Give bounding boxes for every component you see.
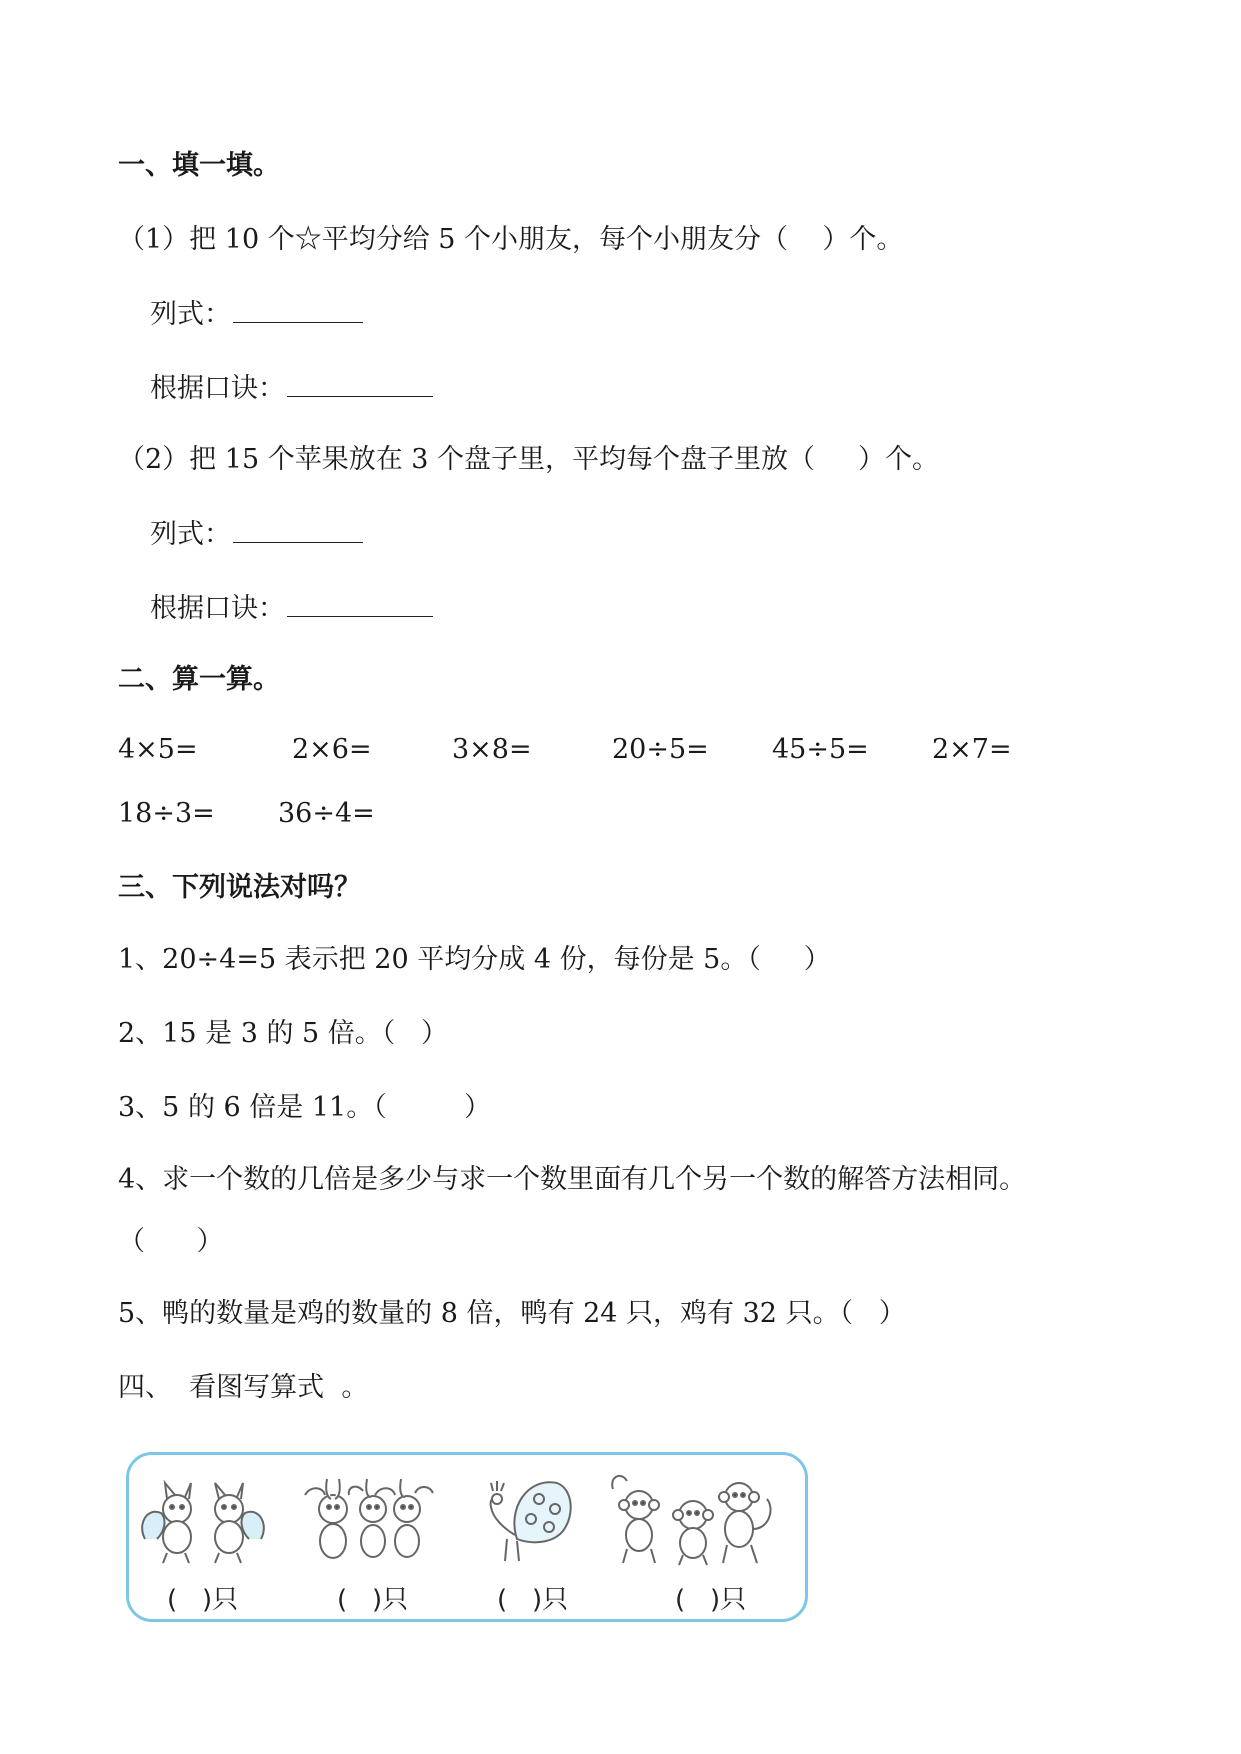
squirrel-group	[137, 1469, 267, 1576]
calc-item: 20÷5=	[612, 734, 709, 765]
q1-formula-line	[150, 298, 363, 328]
calc-item: 2×6=	[292, 734, 372, 765]
calc-item: 4×5=	[118, 734, 198, 765]
section3-title: 三、下列说法对吗？	[118, 872, 361, 903]
rabbit-group	[297, 1469, 437, 1576]
formula-label: 列式：	[150, 299, 231, 330]
monkey-icon	[609, 1469, 779, 1569]
calc-item: 2×7=	[932, 734, 1012, 765]
answer-blank[interactable]	[233, 518, 363, 543]
calc-item: 36÷4=	[278, 798, 375, 829]
statement-5: 5、鸭的数量是鸡的数量的 8 倍，鸭有 24 只，鸡有 32 只。（ ）	[118, 1298, 906, 1329]
rabbit-icon	[297, 1469, 437, 1569]
formula-label: 列式：	[150, 519, 231, 550]
q2-formula-line	[150, 518, 363, 548]
answer-blank[interactable]	[287, 592, 433, 617]
peacock-group	[477, 1469, 577, 1576]
squirrel-icon	[137, 1469, 267, 1569]
rhyme-label: 根据口诀：	[150, 373, 285, 404]
count-caption: ( )只	[337, 1585, 409, 1615]
statement-3: 3、5 的 6 倍是 11。（ ）	[118, 1092, 491, 1123]
answer-blank[interactable]	[287, 372, 433, 397]
count-caption: ( )只	[675, 1585, 747, 1615]
statement-1: 1、20÷4=5 表示把 20 平均分成 4 份，每份是 5。（ ）	[118, 944, 831, 975]
calc-item: 18÷3=	[118, 798, 215, 829]
statement-4-paren: （ ）	[118, 1226, 224, 1257]
count-caption: ( )只	[167, 1585, 239, 1615]
q2-rhyme-line	[150, 592, 433, 622]
calc-item: 3×8=	[452, 734, 532, 765]
statement-4: 4、求一个数的几倍是多少与求一个数里面有几个另一个数的解答方法相同。	[118, 1164, 1027, 1195]
section1-title: 一、填一填。	[118, 150, 280, 181]
peacock-icon	[477, 1469, 577, 1569]
monkey-group	[609, 1469, 779, 1576]
section2-title: 二、算一算。	[118, 664, 280, 695]
statement-2: 2、15 是 3 的 5 倍。（ ）	[118, 1018, 449, 1049]
calc-item: 45÷5=	[772, 734, 869, 765]
question-1: （1）把 10 个☆平均分给 5 个小朋友，每个小朋友分（ ）个。	[118, 224, 904, 255]
answer-blank[interactable]	[233, 298, 363, 323]
picture-frame	[126, 1452, 808, 1622]
question-2: （2）把 15 个苹果放在 3 个盘子里，平均每个盘子里放（ ）个。	[118, 444, 939, 475]
rhyme-label: 根据口诀：	[150, 593, 285, 624]
section4-title: 四、 看图写算式 。	[118, 1372, 369, 1403]
count-caption: ( )只	[497, 1585, 569, 1615]
q1-rhyme-line	[150, 372, 433, 402]
